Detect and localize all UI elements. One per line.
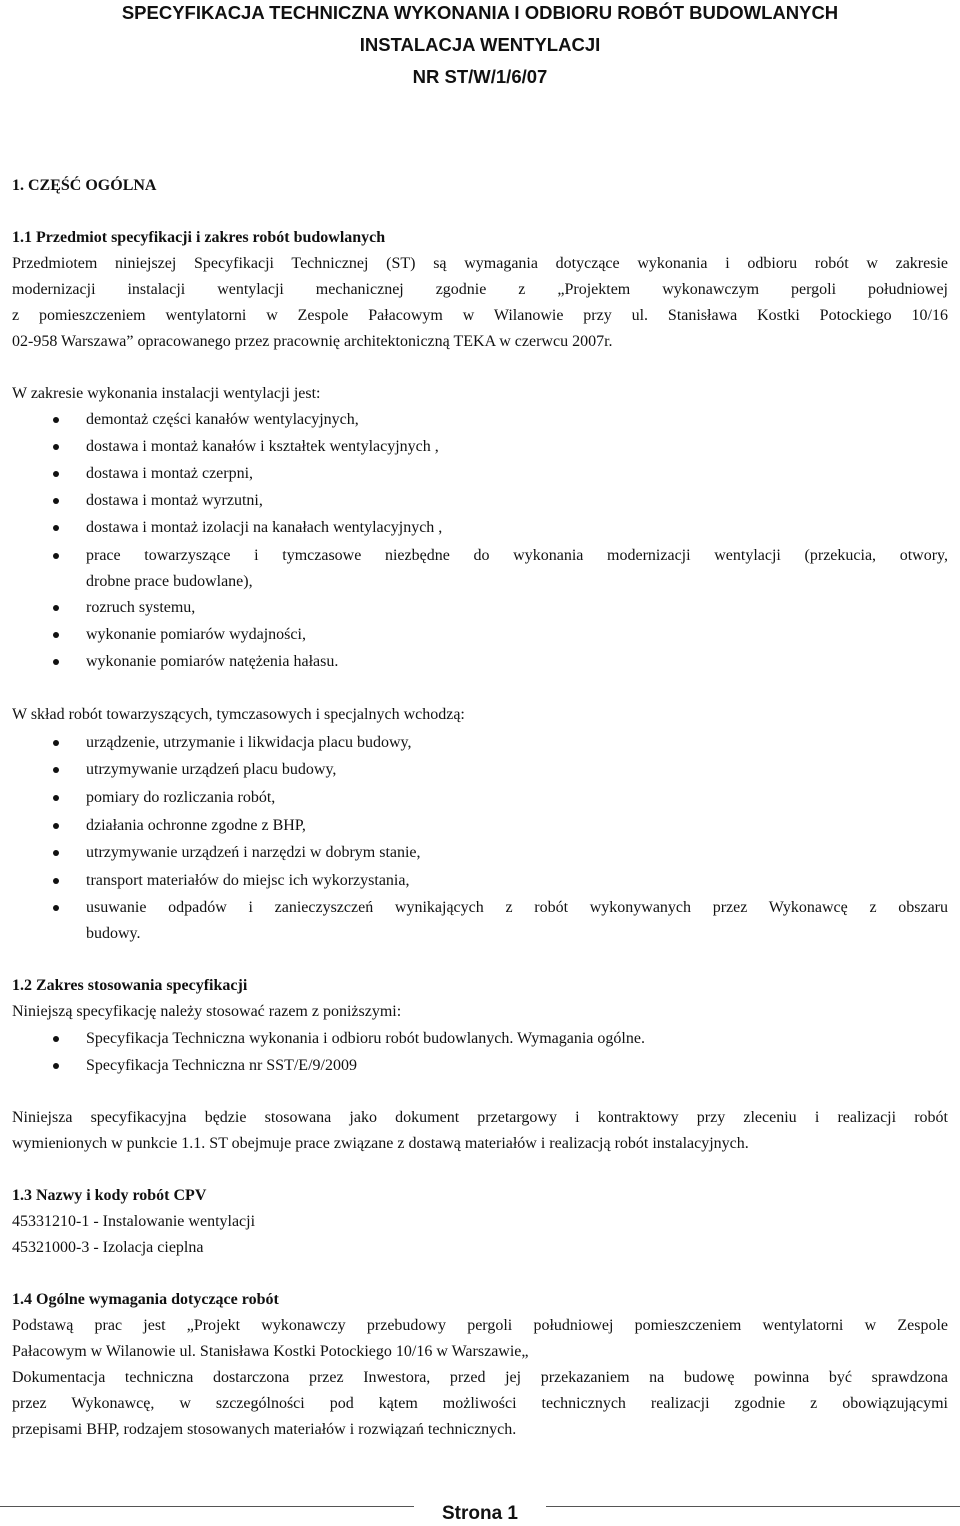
section-1-heading: 1. CZĘŚĆ OGÓLNA <box>12 177 157 194</box>
doc-header-number: NR ST/W/1/6/07 <box>412 66 548 87</box>
works-intro: W skład robót towarzyszących, tymczasowych i specjalnych wchodzą: <box>12 706 465 723</box>
s12-para-line: wymienionych w punkcie 1.1. ST obejmuje prace związane z dostawą materiałów i realizacją robót instalacyjnych. <box>12 1135 749 1152</box>
bullet-icon <box>53 850 59 856</box>
list-item: prace towarzyszące i tymczasowe niezbędne do wykonania modernizacji wentylacji (przekucia, otwory, <box>86 547 948 564</box>
section-1-1-heading: 1.1 Przedmiot specyfikacji i zakres robót budowlanych <box>12 229 386 246</box>
page-number: Strona 1 <box>441 1503 519 1524</box>
list-item: demontaż części kanałów wentylacyjnych, <box>86 411 359 428</box>
cpv-code: 45321000-3 - Izolacja cieplna <box>12 1239 204 1256</box>
list-item: pomiary do rozliczania robót, <box>86 789 276 806</box>
list-item: wykonanie pomiarów natężenia hałasu. <box>86 653 339 670</box>
bullet-icon <box>53 525 59 531</box>
list-item-continuation: drobne prace budowlane), <box>86 573 253 590</box>
bullet-icon <box>53 632 59 638</box>
list-item: dostawa i montaż czerpni, <box>86 465 254 482</box>
cpv-code: 45331210-1 - Instalowanie wentylacji <box>12 1213 256 1230</box>
s11-para-line: z pomieszczeniem wentylatorni w Zespole Pałacowym w Wilanowie przy ul. Stanisława Kostki Potockiego 10/16 <box>12 307 948 324</box>
s11-para-line: 02-958 Warszawa” opracowanego przez pracownię architektoniczną TEKA w czerwcu 2007r. <box>12 333 613 350</box>
bullet-icon <box>53 878 59 884</box>
bullet-icon <box>53 905 59 911</box>
list-item: usuwanie odpadów i zanieczyszczeń wynikających z robót wykonywanych przez Wykonawcę z obszaru <box>86 899 948 916</box>
section-1-3-heading: 1.3 Nazwy i kody robót CPV <box>12 1187 207 1204</box>
list-item: utrzymywanie urządzeń i narzędzi w dobrym stanie, <box>86 844 421 861</box>
bullet-icon <box>53 659 59 665</box>
s12-intro: Niniejszą specyfikację należy stosować razem z poniższymi: <box>12 1003 402 1020</box>
bullet-icon <box>53 605 59 611</box>
bullet-icon <box>53 1063 59 1069</box>
bullet-icon <box>53 823 59 829</box>
s12-para-line: Niniejsza specyfikacyjna będzie stosowana jako dokument przetargowy i kontraktowy przy zleceniu i realizacji robót <box>12 1109 948 1126</box>
list-item: dostawa i montaż kanałów i kształtek wentylacyjnych , <box>86 438 439 455</box>
bullet-icon <box>53 795 59 801</box>
s14-para-line: przez Wykonawcę, w szczególności pod kątem możliwości technicznych realizacji zgodnie z obowiązującymi <box>12 1395 948 1412</box>
scope-intro: W zakresie wykonania instalacji wentylacji jest: <box>12 385 321 402</box>
doc-header-title: SPECYFIKACJA TECHNICZNA WYKONANIA I ODBIORU ROBÓT BUDOWLANYCH <box>121 2 839 23</box>
s11-para-line: Przedmiotem niniejszej Specyfikacji Technicznej (ST) są wymagania dotyczące wykonania i odbioru robót w zakresie <box>12 255 948 272</box>
doc-header-subtitle: INSTALACJA WENTYLACJI <box>359 34 601 55</box>
bullet-icon <box>53 471 59 477</box>
s14-para-line: Podstawą prac jest „Projekt wykonawczy przebudowy pergoli południowej pomieszczeniem wentylatorni w Zespole <box>12 1317 948 1334</box>
list-item: działania ochronne zgodne z BHP, <box>86 817 306 834</box>
list-item: Specyfikacja Techniczna wykonania i odbioru robót budowlanych. Wymagania ogólne. <box>86 1030 645 1047</box>
s11-para-line: modernizacji instalacji wentylacji mechanicznej zgodnie z „Projektem wykonawczym pergoli południowej <box>12 281 948 298</box>
list-item: transport materiałów do miejsc ich wykorzystania, <box>86 872 410 889</box>
bullet-icon <box>53 767 59 773</box>
bullet-icon <box>53 417 59 423</box>
list-item: dostawa i montaż izolacji na kanałach wentylacyjnych , <box>86 519 443 536</box>
bullet-icon <box>53 444 59 450</box>
s14-para-line: przepisami BHP, rodzajem stosowanych materiałów i rozwiązań technicznych. <box>12 1421 517 1438</box>
list-item: Specyfikacja Techniczna nr SST/E/9/2009 <box>86 1057 357 1074</box>
section-1-4-heading: 1.4 Ogólne wymagania dotyczące robót <box>12 1291 279 1308</box>
section-1-2-heading: 1.2 Zakres stosowania specyfikacji <box>12 977 248 994</box>
list-item: rozruch systemu, <box>86 599 196 616</box>
list-item-continuation: budowy. <box>86 925 141 942</box>
bullet-icon <box>53 1036 59 1042</box>
bullet-icon <box>53 498 59 504</box>
list-item: dostawa i montaż wyrzutni, <box>86 492 263 509</box>
list-item: wykonanie pomiarów wydajności, <box>86 626 306 643</box>
list-item: utrzymywanie urządzeń placu budowy, <box>86 761 337 778</box>
s14-para-line: Dokumentacja techniczna dostarczona przez Inwestora, przed jej przekazaniem na budowę powinna być sprawdzona <box>12 1369 948 1386</box>
list-item: urządzenie, utrzymanie i likwidacja placu budowy, <box>86 734 412 751</box>
bullet-icon <box>53 553 59 559</box>
s14-para-line: Pałacowym w Wilanowie ul. Stanisława Kostki Potockiego 10/16 w Warszawie„ <box>12 1343 529 1360</box>
bullet-icon <box>53 740 59 746</box>
